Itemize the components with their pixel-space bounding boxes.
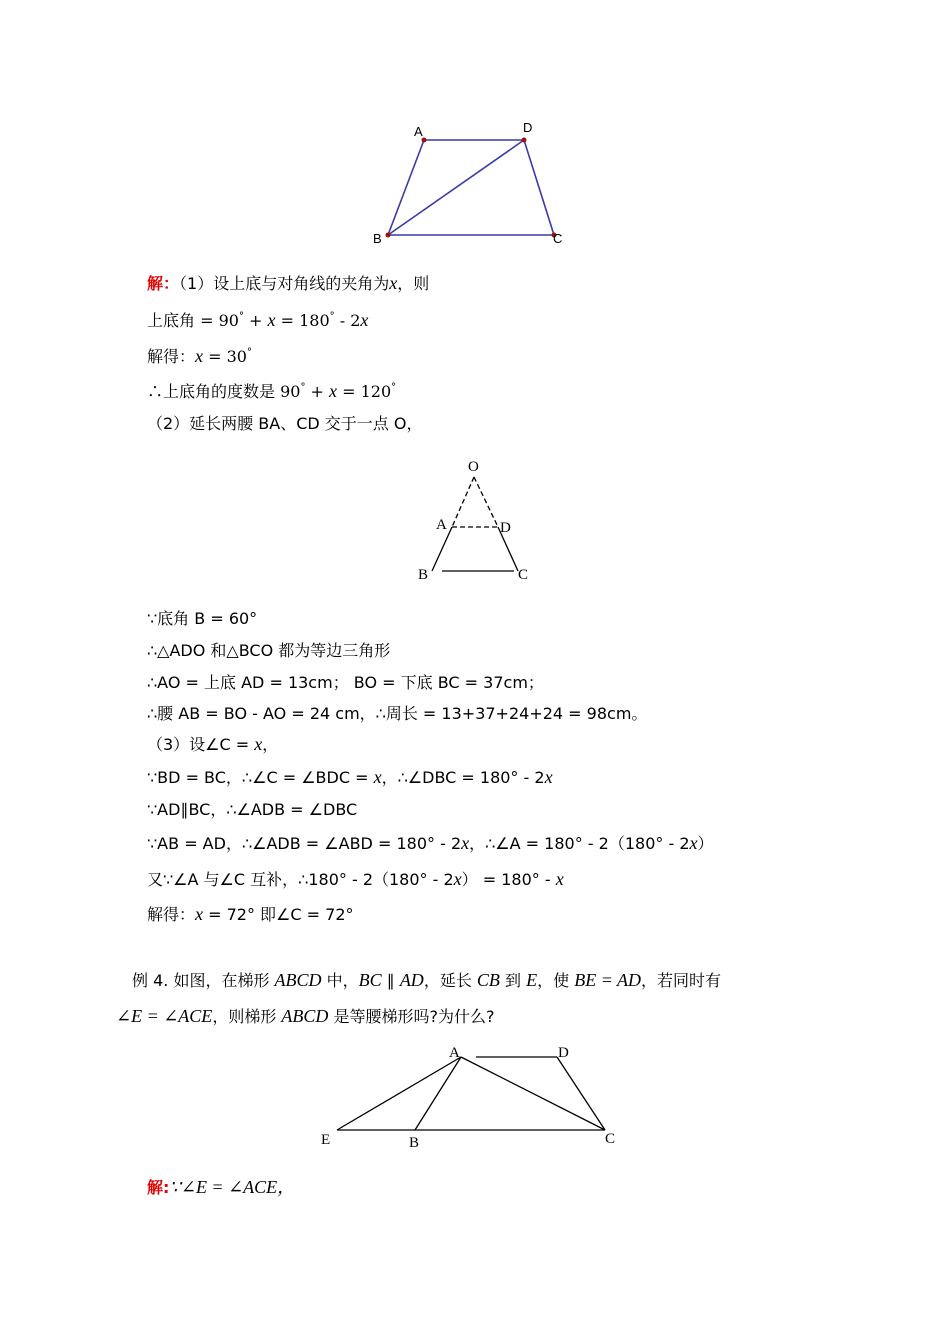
part2-line4: ∴AO = 上底 AD = 13cm； BO = 下底 BC = 37cm；: [147, 673, 544, 692]
segment-dc: [557, 1057, 605, 1130]
label-a: A: [436, 517, 447, 533]
segment-dc: [524, 140, 554, 235]
part2-line1: （2）延长两腰 BA、CD 交于一点 O，: [147, 414, 423, 433]
label-b: B: [418, 567, 429, 583]
label-b: B: [373, 231, 382, 246]
figure-trapezoid-1: [370, 118, 570, 250]
segment-ae: [337, 1057, 461, 1130]
label-c: C: [518, 567, 529, 583]
label-b: B: [409, 1135, 420, 1151]
segment-ac: [461, 1057, 605, 1130]
example4-line2: ∠E = ∠ACE，则梯形 ABCD 是等腰梯形吗?为什么?: [116, 1006, 495, 1026]
part2-line3: ∴△ADO 和△BCO 都为等边三角形: [147, 641, 391, 660]
dashed-do: [474, 477, 498, 527]
label-e: E: [321, 1132, 331, 1148]
point-d: [522, 138, 527, 143]
dashed-ao: [452, 477, 474, 527]
segment-bd: [388, 140, 524, 235]
solution-label: 解:: [147, 1178, 170, 1197]
part1-line2: 上底角 = 90° + x = 180° - 2x: [147, 310, 369, 330]
example4-solution: 解:∵∠E = ∠ACE，: [147, 1177, 296, 1197]
label-o: O: [468, 459, 479, 475]
point-b: [386, 233, 391, 238]
segment-ab: [415, 1057, 461, 1130]
example4-line1: 例 4. 如图，在梯形 ABCD 中，BC ∥ AD，延长 CB 到 E，使 BE = AD，若同时有: [132, 970, 722, 990]
solution-label: 解：: [147, 274, 180, 293]
part3-line5: 又∵∠A 与∠C 互补，∴180° - 2（180° - 2x） = 180° - x: [147, 869, 564, 889]
part1-line1: 解：（1）设上底与对角线的夹角为x，则: [147, 273, 430, 293]
part1-line4: ∴上底角的度数是 90° + x = 120°: [147, 381, 397, 401]
part2-line5: ∴腰 AB = BO - AO = 24 cm，∴周长 = 13+37+24+24 = 98cm。: [147, 704, 648, 723]
label-a: A: [449, 1045, 460, 1061]
label-c: C: [553, 231, 563, 246]
label-a: A: [414, 124, 423, 139]
segment-ab: [432, 527, 452, 571]
figure-trapezoid-extended: [315, 1038, 625, 1153]
part3-line6: 解得：x = 72° 即∠C = 72°: [147, 904, 354, 924]
part2-line2: ∵底角 B = 60°: [147, 609, 258, 628]
part3-line4: ∵AB = AD，∴∠ADB = ∠ABD = 180° - 2x，∴∠A = 180° - 2（180° - 2x）: [147, 833, 714, 853]
label-d: D: [500, 520, 511, 536]
part1-line3: 解得：x = 30°: [147, 346, 252, 366]
part3-line1: （3）设∠C = x，: [147, 734, 279, 754]
part3-line3: ∵AD∥BC，∴∠ADB = ∠DBC: [147, 800, 358, 819]
label-d: D: [523, 120, 533, 135]
part3-line2: ∵BD = BC，∴∠C = ∠BDC = x，∴∠DBC = 180° - 2x: [147, 767, 553, 787]
segment-ab: [388, 140, 424, 235]
figure-extended-legs: [410, 455, 540, 585]
label-d: D: [558, 1045, 569, 1061]
label-c: C: [605, 1131, 616, 1147]
